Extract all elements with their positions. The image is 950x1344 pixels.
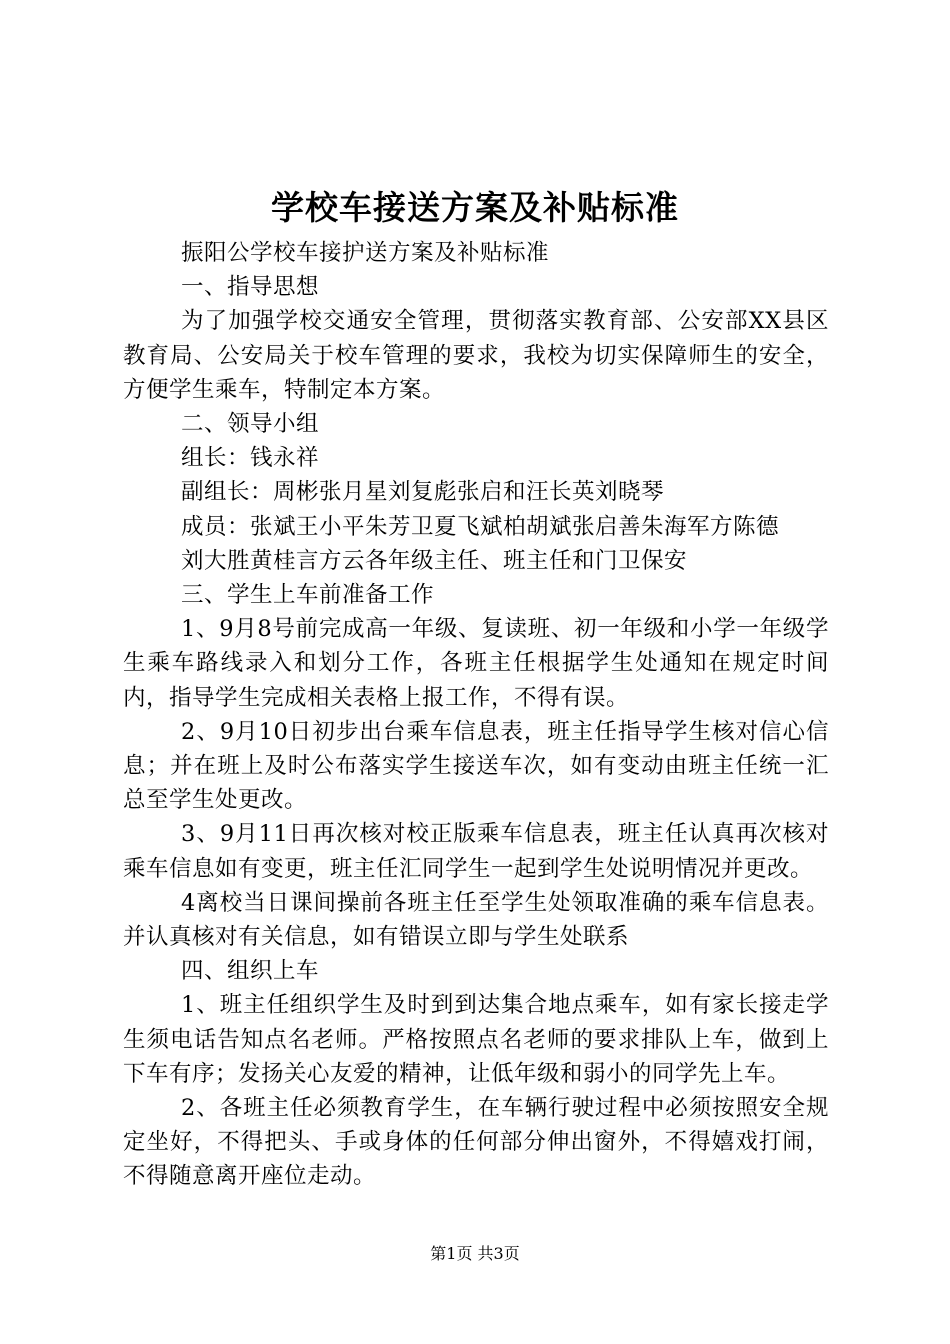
paragraph: 3、9月11日再次核对校正版乘车信息表，班主任认真再次核对乘车信息如有变更，班主任汇同学生一起到学生处说明情况并更改。 <box>123 821 829 882</box>
paragraph: 振阳公学校车接护送方案及补贴标准 <box>181 240 550 266</box>
paragraph: 刘大胜黄桂言方云各年级主任、班主任和门卫保安 <box>181 547 688 574</box>
section-heading: 二、领导小组 <box>181 411 320 438</box>
paragraph: 1、9月8号前完成高一年级、复读班、初一年级和小学一年级学生乘车路线录入和划分工作，各班主任根据学生处通知在规定时间内，指导学生完成相关表格上报工作，不得有误。 <box>123 616 829 711</box>
paragraph: 2、各班主任必须教育学生，在车辆行驶过程中必须按照安全规定坐好，不得把头、手或身体的任何部分伸出窗外，不得嬉戏打闹，不得随意离开座位走动。 <box>123 1095 829 1190</box>
section-heading: 一、指导思想 <box>181 274 320 301</box>
section-heading: 三、学生上车前准备工作 <box>181 582 435 609</box>
paragraph: 4离校当日课间操前各班主任至学生处领取准确的乘车信息表。并认真核对有关信息，如有错误立即与学生处联系 <box>123 889 829 951</box>
paragraph: 为了加强学校交通安全管理，贯彻落实教育部、公安部XX县区教育局、公安局关于校车管理的要求，我校为切实保障师生的安全，方便学生乘车，特制定本方案。 <box>123 308 829 403</box>
section-heading: 四、组织上车 <box>181 958 320 985</box>
document-title: 学校车接送方案及补贴标准 <box>271 188 679 227</box>
paragraph: 2、9月10日初步出台乘车信息表，班主任指导学生核对信心信息；并在班上及时公布落实学生接送车次，如有变动由班主任统一汇总至学生处更改。 <box>123 718 829 814</box>
paragraph: 组长：钱永祥 <box>181 445 320 472</box>
document-body <box>123 236 829 1194</box>
paragraph: 成员：张斌王小平朱芳卫夏飞斌柏胡斌张启善朱海军方陈德 <box>181 513 780 540</box>
paragraph: 副组长：周彬张月星刘复彪张启和汪长英刘晓琴 <box>181 479 665 506</box>
page-footer: 第1页 共3页 <box>430 1244 520 1263</box>
paragraph: 1、班主任组织学生及时到到达集合地点乘车，如有家长接走学生须电话告知点名老师。严格按照点名老师的要求排队上车，做到上下车有序；发扬关心友爱的精神，让低年级和弱小的同学先上车。 <box>123 992 829 1087</box>
